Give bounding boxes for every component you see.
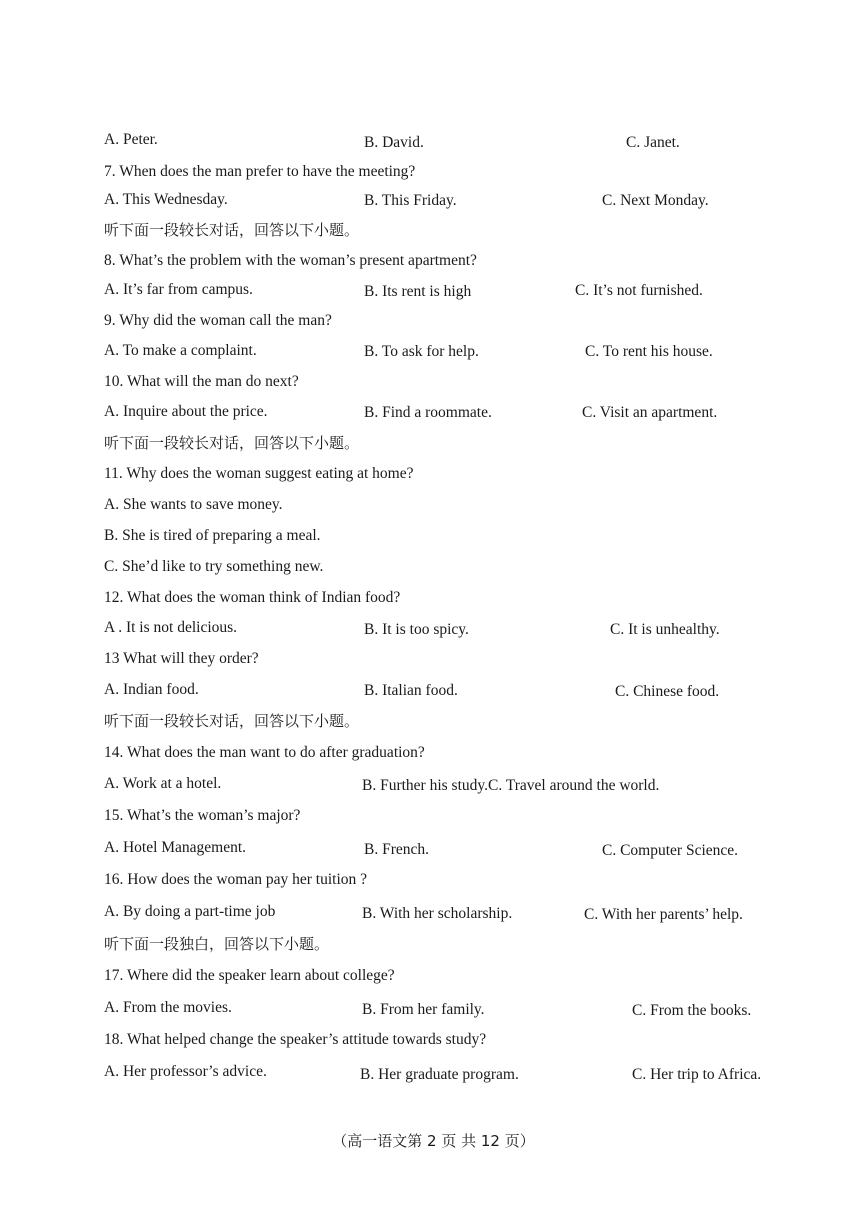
section-instruction: 听下面一段较长对话，回答以下小题。 <box>104 712 360 730</box>
question-11: 11. Why does the woman suggest eating at home? <box>104 465 414 482</box>
question-7: 7. When does the man prefer to have the meeting? <box>104 163 416 180</box>
question-16: 16. How does the woman pay her tuition ? <box>104 871 368 888</box>
question-9: 9. Why did the woman call the man? <box>104 312 332 329</box>
option-a: A . It is not delicious. <box>104 619 238 636</box>
option-b: B. From her family. <box>362 1001 485 1018</box>
option-a: A. Hotel Management. <box>104 839 247 856</box>
option-a: A. By doing a part-time job <box>104 903 276 920</box>
question-12: 12. What does the woman think of Indian food? <box>104 589 401 606</box>
option-c: C. Chinese food. <box>615 683 720 700</box>
option-b: B. Italian food. <box>364 682 458 699</box>
option-c: C. It’s not furnished. <box>575 282 703 299</box>
option-b-c: B. Further his study.C. Travel around the world. <box>362 777 660 794</box>
option-a: A. Indian food. <box>104 681 199 698</box>
option-c: C. She’d like to try something new. <box>104 558 324 575</box>
option-a: A. She wants to save money. <box>104 496 283 513</box>
option-a: A. To make a complaint. <box>104 342 257 359</box>
question-17: 17. Where did the speaker learn about college? <box>104 967 395 984</box>
option-c: C. Visit an apartment. <box>582 404 718 421</box>
option-c: C. Her trip to Africa. <box>632 1066 762 1083</box>
option-b: B. Find a roommate. <box>364 404 492 421</box>
page-footer: （高一语文第 2 页 共 12 页） <box>332 1132 535 1150</box>
option-b: B. With her scholarship. <box>362 905 513 922</box>
option-b: B. It is too spicy. <box>364 621 469 638</box>
option-b: B. She is tired of preparing a meal. <box>104 527 321 544</box>
option-c: C. To rent his house. <box>585 343 713 360</box>
option-c: C. Next Monday. <box>602 192 709 209</box>
question-13: 13 What will they order? <box>104 650 259 667</box>
option-b: B. David. <box>364 134 424 151</box>
question-18: 18. What helped change the speaker’s attitude towards study? <box>104 1031 487 1048</box>
option-a: A. From the movies. <box>104 999 232 1016</box>
question-10: 10. What will the man do next? <box>104 373 299 390</box>
option-a: A. It’s far from campus. <box>104 281 253 298</box>
question-8: 8. What’s the problem with the woman’s present apartment? <box>104 252 477 269</box>
option-a: A. Peter. <box>104 131 158 148</box>
section-instruction: 听下面一段较长对话，回答以下小题。 <box>104 221 360 239</box>
section-instruction: 听下面一段较长对话，回答以下小题。 <box>104 434 360 452</box>
option-c: C. It is unhealthy. <box>610 621 720 638</box>
option-a: A. Inquire about the price. <box>104 403 268 420</box>
option-a: A. Work at a hotel. <box>104 775 222 792</box>
option-b: B. French. <box>364 841 430 858</box>
option-c: C. With her parents’ help. <box>584 906 743 923</box>
option-a: A. This Wednesday. <box>104 191 228 208</box>
option-c: C. From the books. <box>632 1002 752 1019</box>
option-a: A. Her professor’s advice. <box>104 1063 267 1080</box>
question-15: 15. What’s the woman’s major? <box>104 807 301 824</box>
option-b: B. Its rent is high <box>364 283 472 300</box>
section-instruction: 听下面一段独白，回答以下小题。 <box>104 935 330 953</box>
option-b: B. Her graduate program. <box>360 1066 519 1083</box>
option-c: C. Computer Science. <box>602 842 739 859</box>
option-c: C. Janet. <box>626 134 680 151</box>
option-b: B. To ask for help. <box>364 343 479 360</box>
option-b: B. This Friday. <box>364 192 457 209</box>
question-14: 14. What does the man want to do after graduation? <box>104 744 425 761</box>
